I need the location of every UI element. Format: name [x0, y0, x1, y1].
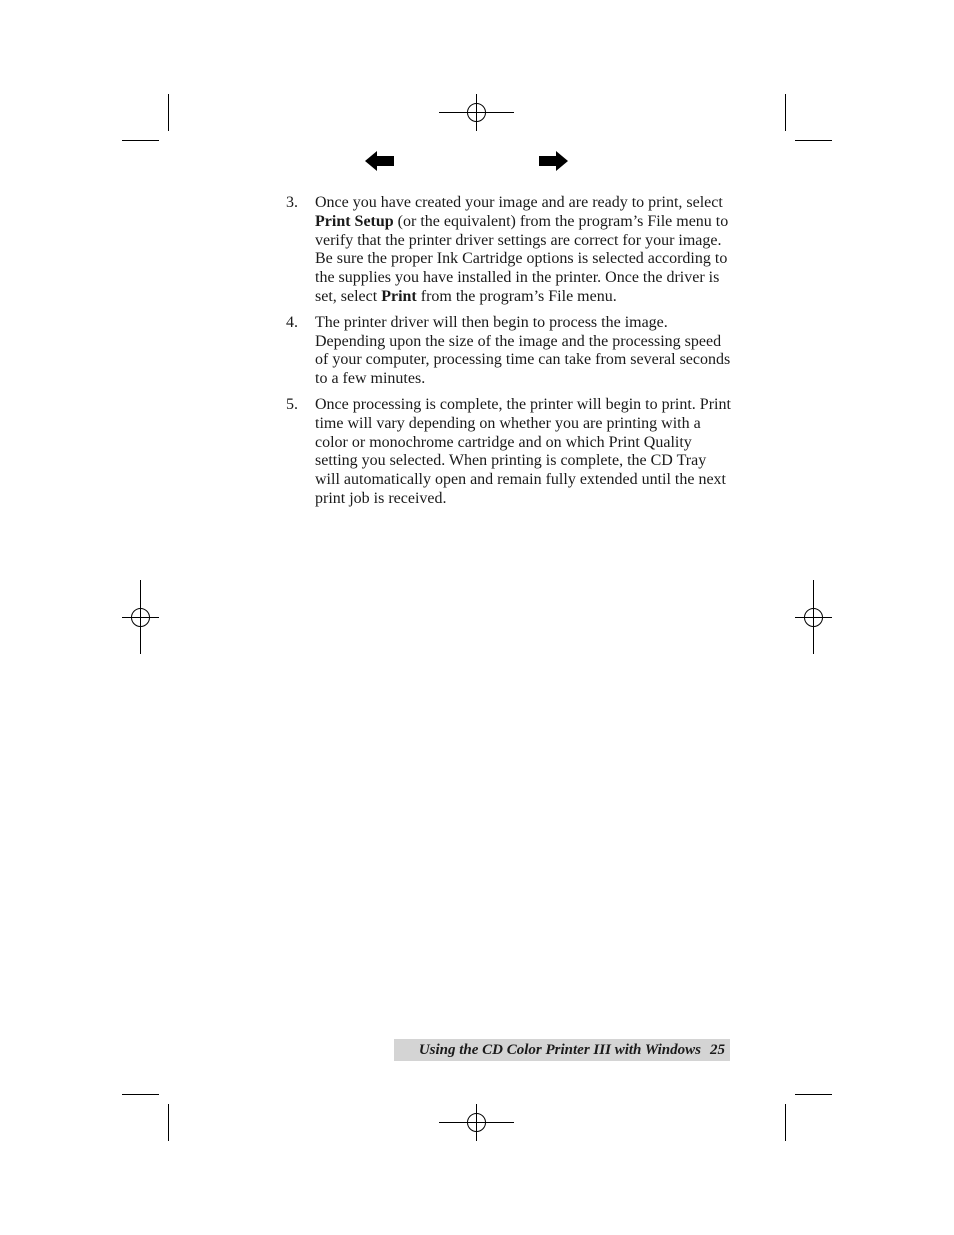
arrow-right-icon[interactable]: [539, 151, 569, 171]
list-item: [286, 194, 732, 307]
arrow-left-icon[interactable]: [365, 151, 395, 171]
crop-mark: [122, 140, 159, 141]
step-number: 4.: [286, 313, 298, 331]
crop-mark: [795, 140, 832, 141]
step-number: 3.: [286, 194, 298, 211]
print-term: Print: [381, 287, 417, 305]
step-text: Once processing is complete, the printer will begin to print. Print time will vary depending on whether you are printing with a color or monochrome cartridge and on which Print Quality setting you selected. When printing is complete, the CD Tray will automatically open and remain fully extended until the next print job is received.: [315, 395, 731, 507]
crop-mark: [168, 94, 169, 131]
registration-circle: [467, 103, 486, 122]
page-footer: [394, 1039, 730, 1061]
steps-list: [286, 194, 732, 516]
footer-title: Using the CD Color Printer III with Windows: [418, 1041, 701, 1058]
crop-mark: [785, 94, 786, 131]
step-text: The printer driver will then begin to process the image. Depending upon the size of the image and the processing speed of your computer, processing time can take from several seconds to a few minutes.: [315, 313, 731, 388]
registration-circle: [804, 608, 823, 627]
crop-mark: [785, 1104, 786, 1141]
registration-circle: [131, 608, 150, 627]
step-number: 5.: [286, 395, 298, 413]
crop-mark: [122, 1094, 159, 1095]
page-number: 25: [710, 1041, 725, 1058]
print-setup-term: Print Setup: [315, 212, 394, 230]
step-text: Once you have created your image and are ready to print, select Print Setup (or the equivalent) from the program’s File menu to verify that the printer driver settings are correct for your image. Be sure the proper Ink Cartridge options is selected according to the supplies you have installed in the printer. Once the driver is set, select Print from the program’s File menu.: [315, 194, 729, 305]
list-item: [286, 396, 732, 509]
registration-circle: [467, 1113, 486, 1132]
list-item: [286, 314, 732, 389]
crop-mark: [795, 1094, 832, 1095]
crop-mark: [168, 1104, 169, 1141]
